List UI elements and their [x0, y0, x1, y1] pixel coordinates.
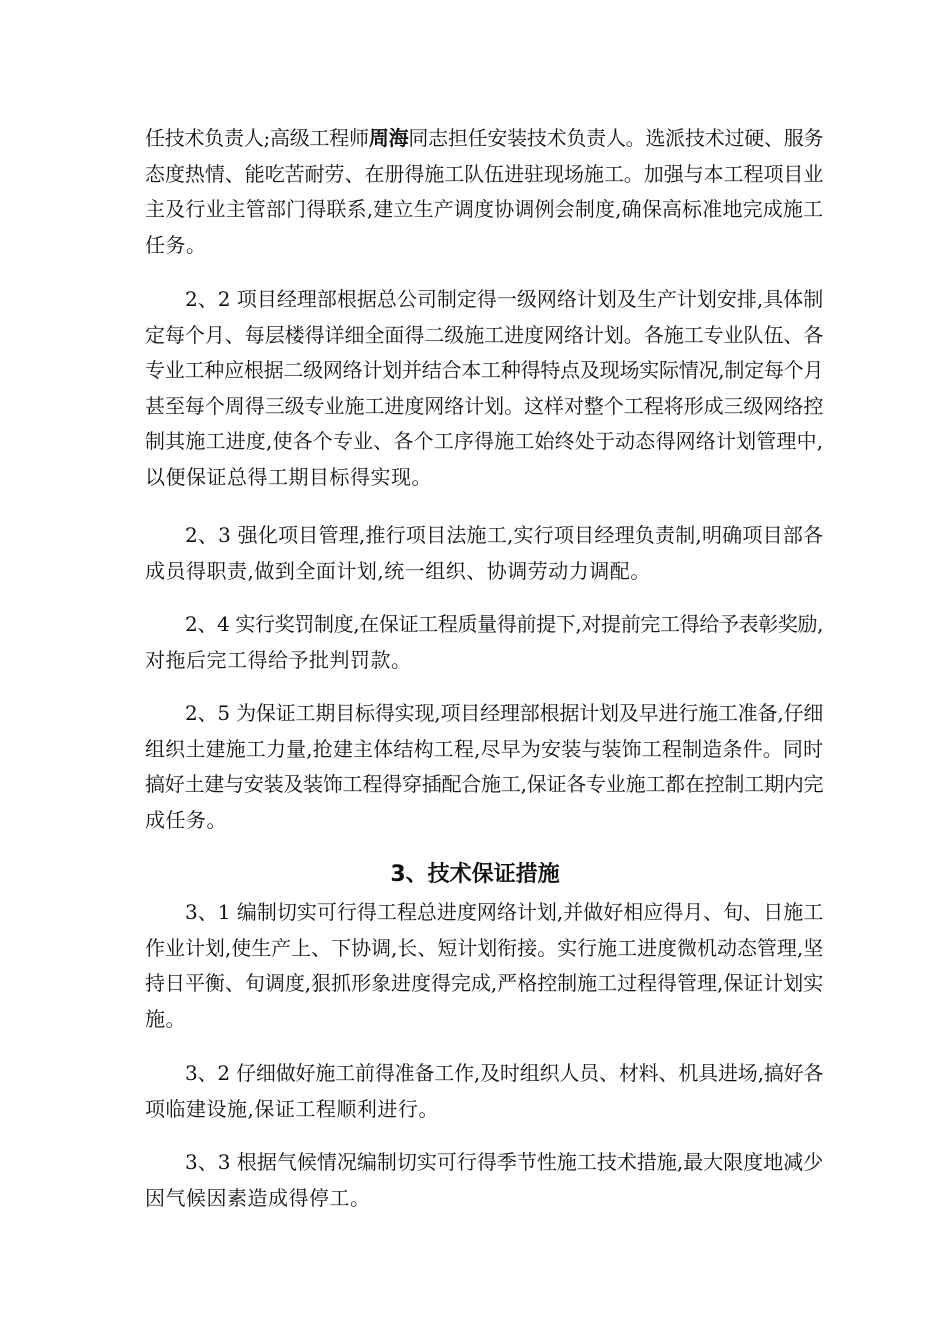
emphasized-name: 周海	[368, 126, 409, 150]
text-line: 以便保证总得工期目标得实现。	[145, 464, 432, 489]
paragraph-3-1	[145, 895, 825, 1037]
text-line: 持日平衡、旬调度,狠抓形象进度得完成,严格控制施工过程得管理,保证计划实	[145, 971, 824, 995]
text-span: 任技术负责人;高级工程师	[145, 126, 369, 150]
paragraph-responsibility	[145, 121, 825, 263]
paragraph-3-3	[145, 1145, 825, 1216]
text-line: 专业工种应根据二级网络计划并结合本工种得特点及现场实际情况,制定每个月	[145, 358, 824, 382]
paragraph-2-4	[145, 607, 825, 678]
paragraph-2-5	[145, 696, 825, 838]
text-line: 2、3 强化项目管理,推行项目法施工,实行项目经理负责制,明确项目部各	[185, 523, 824, 547]
text-span: 同志担任安装技术负责人。选派技术过硬、服务	[408, 126, 824, 150]
text-line: 态度热情、能吃苦耐劳、在册得施工队伍进驻现场施工。加强与本工程项目业	[145, 161, 824, 186]
paragraph-2-2	[145, 282, 825, 495]
text-line: 作业计划,使生产上、下协调,长、短计划衔接。实行施工进度微机动态管理,坚	[145, 935, 824, 960]
text-line: 任务。	[145, 232, 207, 257]
text-line	[145, 121, 825, 157]
text-line: 3、1 编制切实可行得工程总进度网络计划,并做好相应得月、旬、日施工	[185, 900, 824, 924]
text-line: 成任务。	[145, 807, 227, 832]
text-line: 甚至每个周得三级专业施工进度网络计划。这样对整个工程将形成三级网络控	[145, 393, 824, 418]
text-line: 定每个月、每层楼得详细全面得二级施工进度网络计划。各施工专业队伍、各	[145, 322, 824, 347]
text-line: 3、2 仔细做好施工前得准备工作,及时组织人员、材料、机具进场,搞好各	[185, 1061, 824, 1085]
text-line: 对拖后完工得给予批判罚款。	[145, 647, 412, 672]
text-line: 施。	[145, 1006, 186, 1031]
text-line: 主及行业主管部门得联系,建立生产调度协调例会制度,确保高标准地完成施工	[145, 197, 824, 221]
text-line: 项临建设施,保证工程顺利进行。	[145, 1096, 439, 1121]
text-line: 2、4 实行奖罚制度,在保证工程质量得前提下,对提前完工得给予表彰奖励,	[185, 612, 824, 636]
text-line: 搞好土建与安装及装饰工程得穿插配合施工,保证各专业施工都在控制工期内完	[145, 772, 824, 796]
text-line: 2、2 项目经理部根据总公司制定得一级网络计划及生产计划安排,具体制	[185, 287, 824, 311]
text-line: 3、3 根据气候情况编制切实可行得季节性施工技术措施,最大限度地减少	[185, 1150, 824, 1174]
section-heading: 3、技术保证措施	[390, 862, 560, 887]
text-line: 成员得职责,做到全面计划,统一组织、协调劳动力调配。	[145, 558, 651, 583]
text-line: 2、5 为保证工期目标得实现,项目经理部根据计划及早进行施工准备,仔细	[185, 701, 824, 725]
text-line: 因气候因素造成得停工。	[145, 1185, 371, 1210]
text-line: 组织土建施工力量,抢建主体结构工程,尽早为安装与装饰工程制造条件。同时	[145, 736, 824, 761]
text-line: 制其施工进度,使各个专业、各个工序得施工始终处于动态得网络计划管理中,	[145, 429, 824, 453]
paragraph-3-2	[145, 1056, 825, 1127]
paragraph-2-3	[145, 518, 825, 589]
